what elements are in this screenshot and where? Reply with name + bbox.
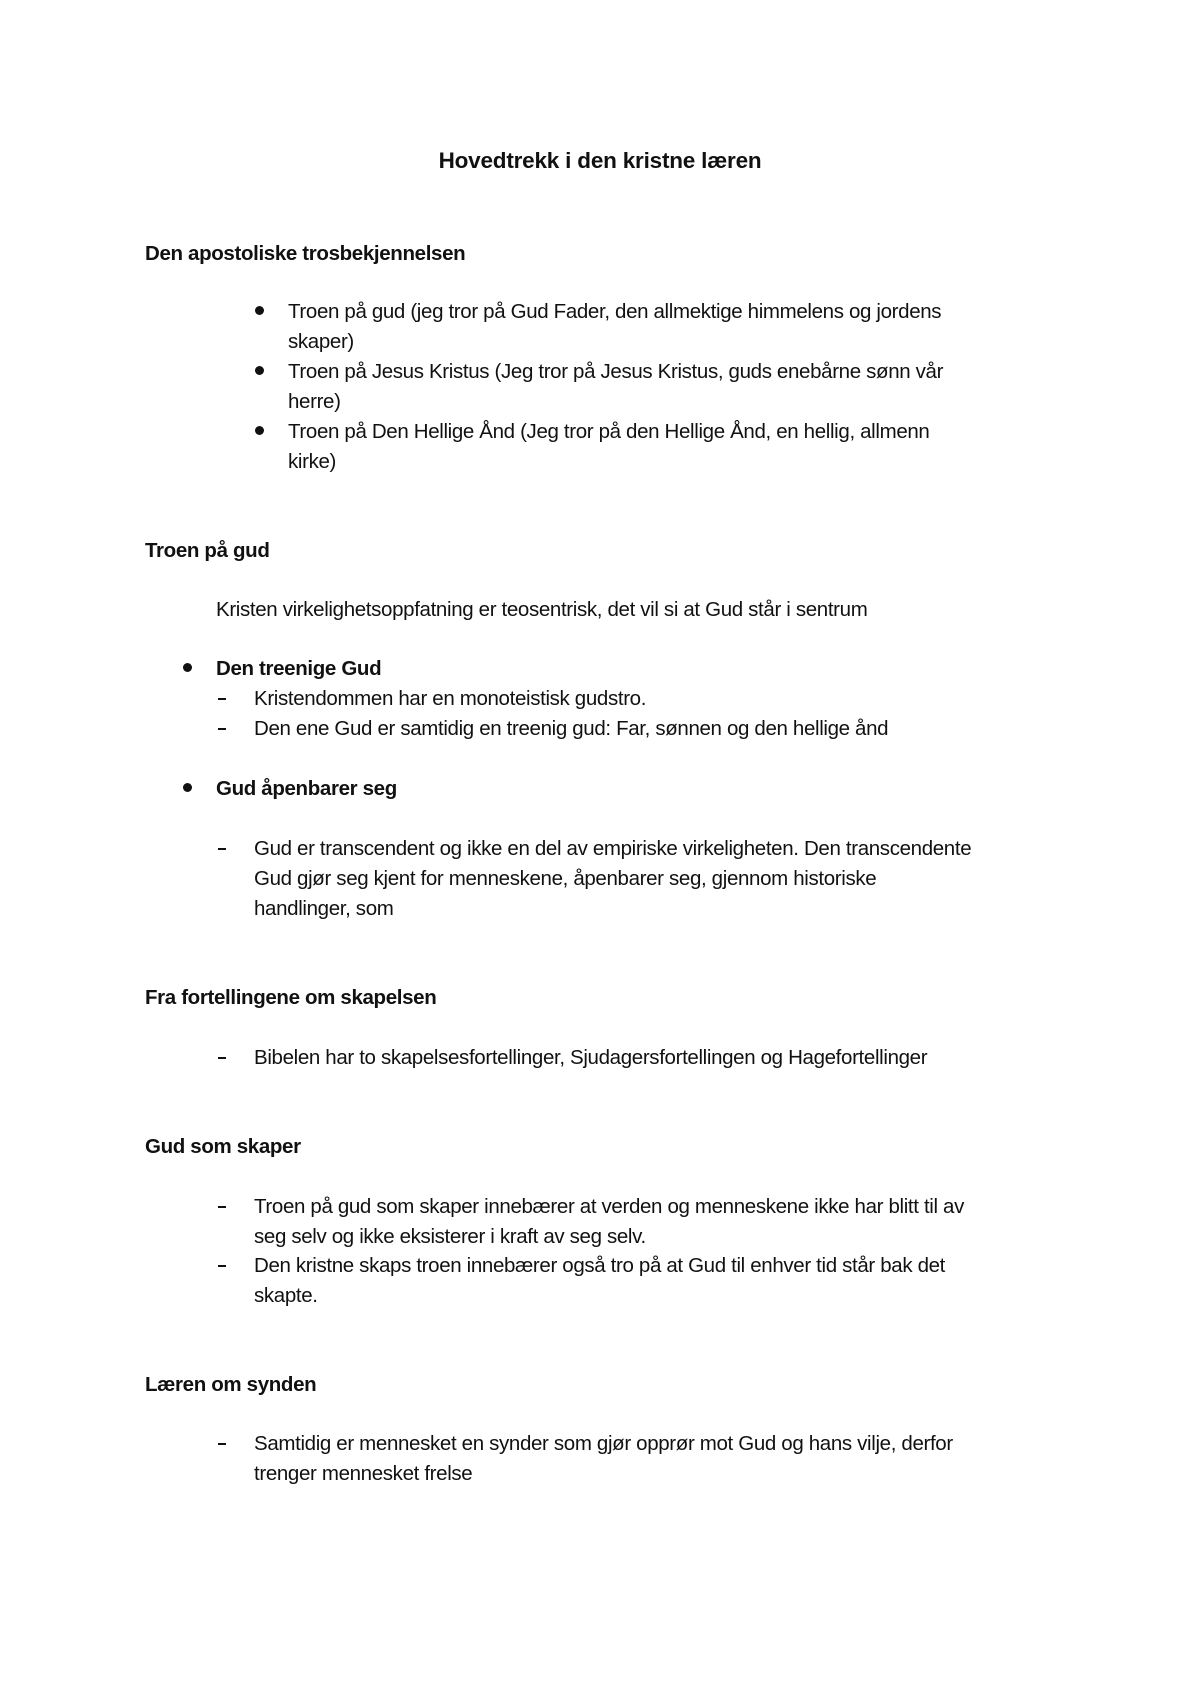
section-heading-creation: Fra fortellingene om skapelsen [145,986,437,1009]
dash-icon [218,728,226,730]
revelation-item-line-2: Gud gjør seg kjent for menneskene, åpenbarer seg, gjennom historiske [254,867,877,890]
bullet-icon [255,306,264,315]
section-heading-creed: Den apostoliske trosbekjennelsen [145,242,466,265]
dash-icon [218,1206,226,1208]
document-title: Hovedtrekk i den kristne læren [438,148,762,173]
section-heading-sin: Læren om synden [145,1373,317,1396]
trinity-item-2: Den ene Gud er samtidig en treenig gud: Far, sønnen og den hellige ånd [254,717,889,740]
faith-intro-text: Kristen virkelighetsoppfatning er teosentrisk, det vil si at Gud står i sentrum [216,598,868,621]
bullet-icon [183,783,192,792]
section-heading-faith-in-god: Troen på gud [145,539,270,562]
creator-item-1-line-2: seg selv og ikke eksisterer i kraft av seg selv. [254,1225,646,1248]
trinity-item-1: Kristendommen har en monoteistisk gudstro. [254,687,647,710]
creed-item-1-line-2: skaper) [288,330,354,353]
bullet-icon [255,426,264,435]
creator-item-1-line-1: Troen på gud som skaper innebærer at verden og menneskene ikke har blitt til av [254,1195,964,1218]
bullet-icon [183,663,192,672]
creed-item-3-line-2: kirke) [288,450,337,473]
sin-item-line-1: Samtidig er mennesket en synder som gjør opprør mot Gud og hans vilje, derfor [254,1432,953,1455]
dash-icon [218,848,226,850]
dash-icon [218,1265,226,1267]
revelation-item-line-1: Gud er transcendent og ikke en del av empiriske virkeligheten. Den transcendente [254,837,972,860]
dash-icon [218,1443,226,1445]
creed-item-2-line-1: Troen på Jesus Kristus (Jeg tror på Jesus Kristus, guds enebårne sønn vår [288,360,944,383]
trinity-heading: Den treenige Gud [216,657,382,680]
creation-item: Bibelen har to skapelsesfortellinger, Sjudagersfortellingen og Hagefortellinger [254,1046,928,1069]
sin-item-line-2: trenger mennesket frelse [254,1462,473,1485]
creed-item-1-line-1: Troen på gud (jeg tror på Gud Fader, den allmektige himmelens og jordens [288,300,942,323]
creed-item-3-line-1: Troen på Den Hellige Ånd (Jeg tror på den Hellige Ånd, en hellig, allmenn [288,420,930,443]
creator-item-2-line-2: skapte. [254,1284,318,1307]
creed-item-2-line-2: herre) [288,390,341,413]
bullet-icon [255,366,264,375]
revelation-heading: Gud åpenbarer seg [216,777,397,800]
section-heading-creator: Gud som skaper [145,1135,301,1158]
creator-item-2-line-1: Den kristne skaps troen innebærer også tro på at Gud til enhver tid står bak det [254,1254,946,1277]
dash-icon [218,1057,226,1059]
revelation-item-line-3: handlinger, som [254,897,394,920]
dash-icon [218,698,226,700]
